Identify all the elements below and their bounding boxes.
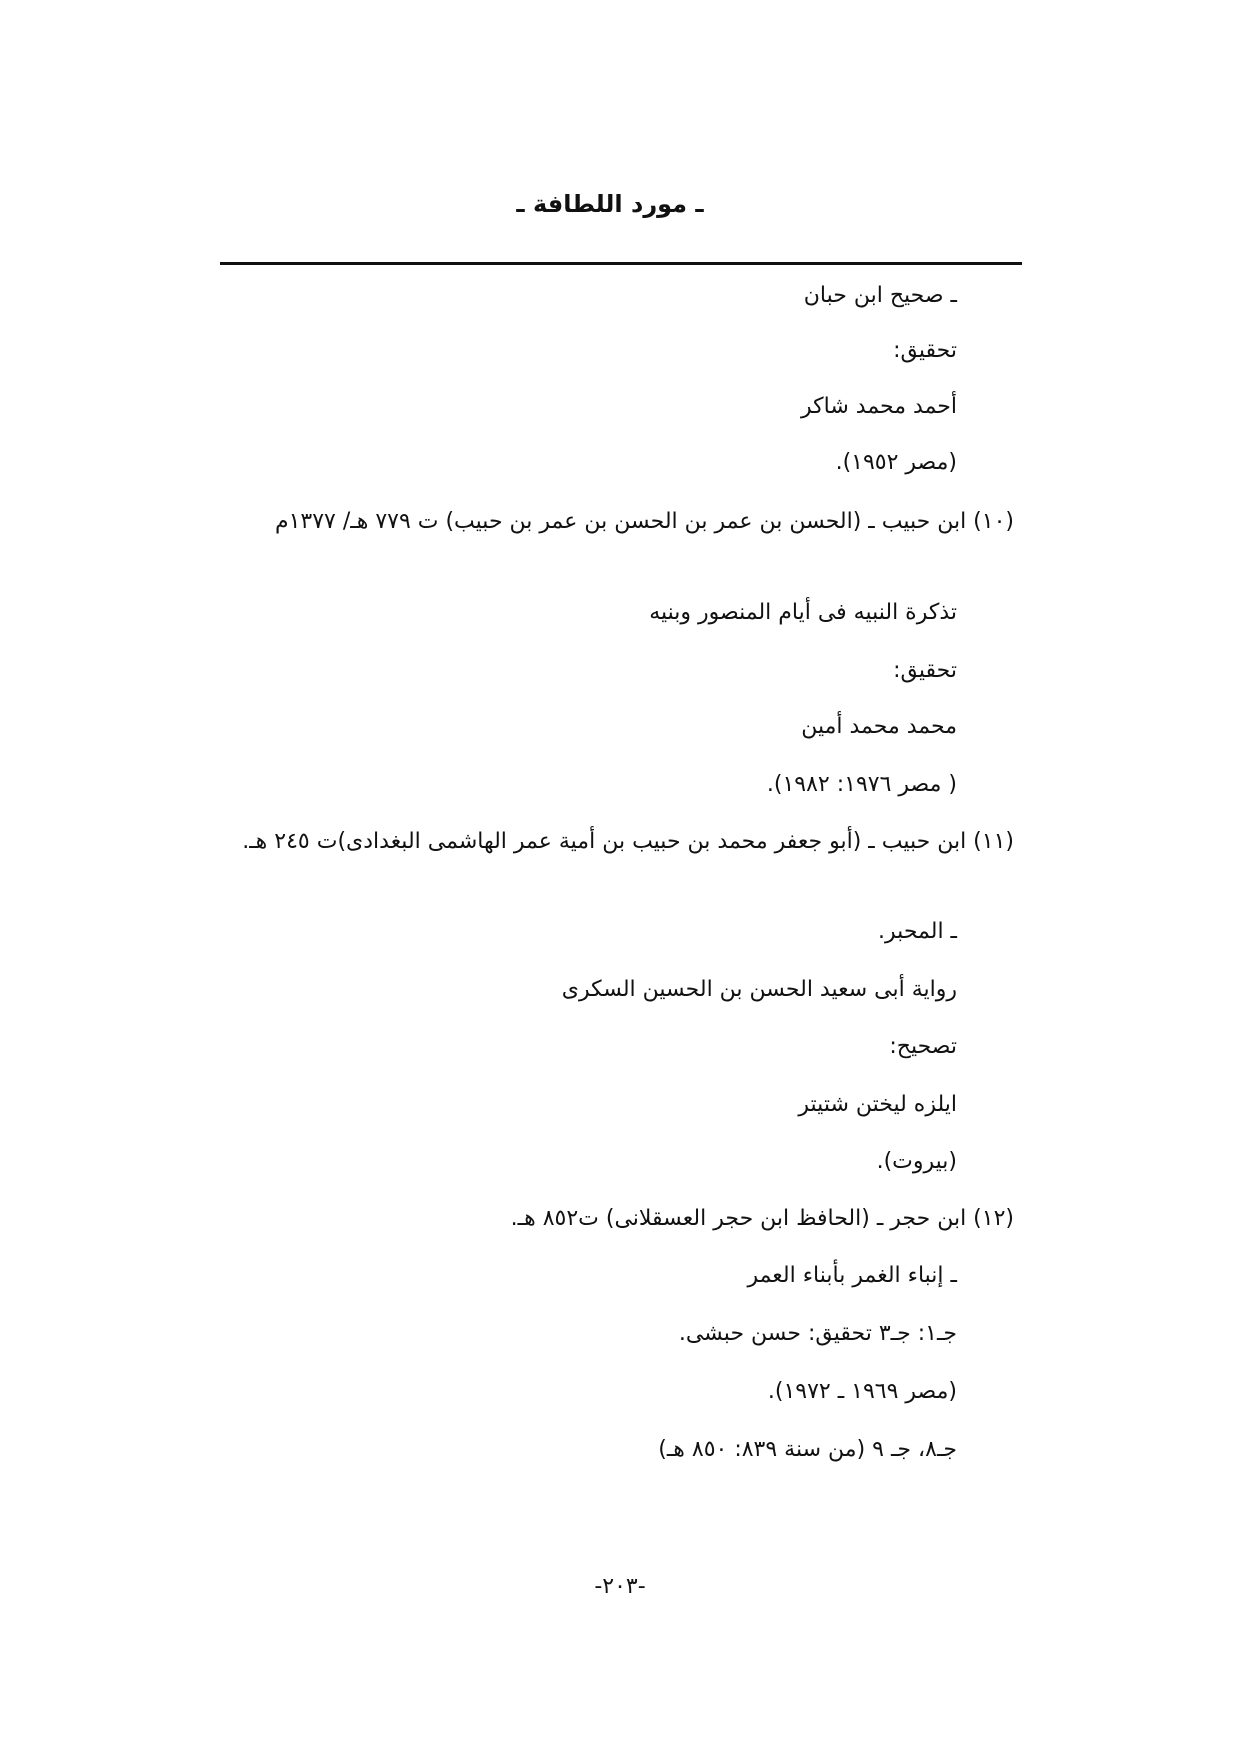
text-line: (مصر ١٩٦٩ ـ ١٩٧٢). [767, 1379, 957, 1404]
header-rule [220, 262, 1022, 265]
text-line: رواية أبى سعيد الحسن بن الحسين السكرى [561, 977, 957, 1002]
text-line: محمد محمد أمين [801, 714, 957, 739]
text-line: تصحيح: [889, 1034, 957, 1059]
text-line: تذكرة النبيه فى أيام المنصور وبنيه [649, 600, 957, 625]
text-line: ـ المحبر. [878, 919, 957, 944]
text-line: (بيروت). [876, 1149, 957, 1174]
bibliography-entry-11: (١١) ابن حبيب ـ (أبو جعفر محمد بن حبيب بن أمية عمر الهاشمى البغدادى)ت ٢٤٥ هـ. [242, 829, 1014, 854]
bibliography-entry-12: (١٢) ابن حجر ـ (الحافظ ابن حجر العسقلانى) ت٨٥٢ هـ. [510, 1206, 1014, 1231]
text-line: تحقيق: [893, 338, 957, 363]
text-line: (مصر ١٩٥٢). [835, 450, 957, 475]
text-line: أحمد محمد شاكر [801, 394, 957, 419]
text-line: جـ١: جـ٣ تحقيق: حسن حبشى. [678, 1321, 957, 1346]
text-line: ايلزه ليختن شتيتر [798, 1092, 957, 1117]
running-header: ـ مورد اللطافة ـ [516, 190, 704, 218]
text-line: جـ٨، جـ ٩ (من سنة ٨٣٩: ٨٥٠ هـ) [658, 1437, 957, 1462]
bibliography-entry-10: (١٠) ابن حبيب ـ (الحسن بن عمر بن الحسن بن عمر بن حبيب) ت ٧٧٩ هـ/ ١٣٧٧م [274, 509, 1014, 534]
text-line: ( مصر ١٩٧٦: ١٩٨٢). [766, 772, 957, 797]
page-number: -٢٠٣- [594, 1574, 646, 1599]
text-line: ـ صحيح ابن حبان [803, 283, 957, 308]
text-line: تحقيق: [893, 658, 957, 683]
text-line: ـ إنباء الغمر بأبناء العمر [747, 1263, 957, 1288]
